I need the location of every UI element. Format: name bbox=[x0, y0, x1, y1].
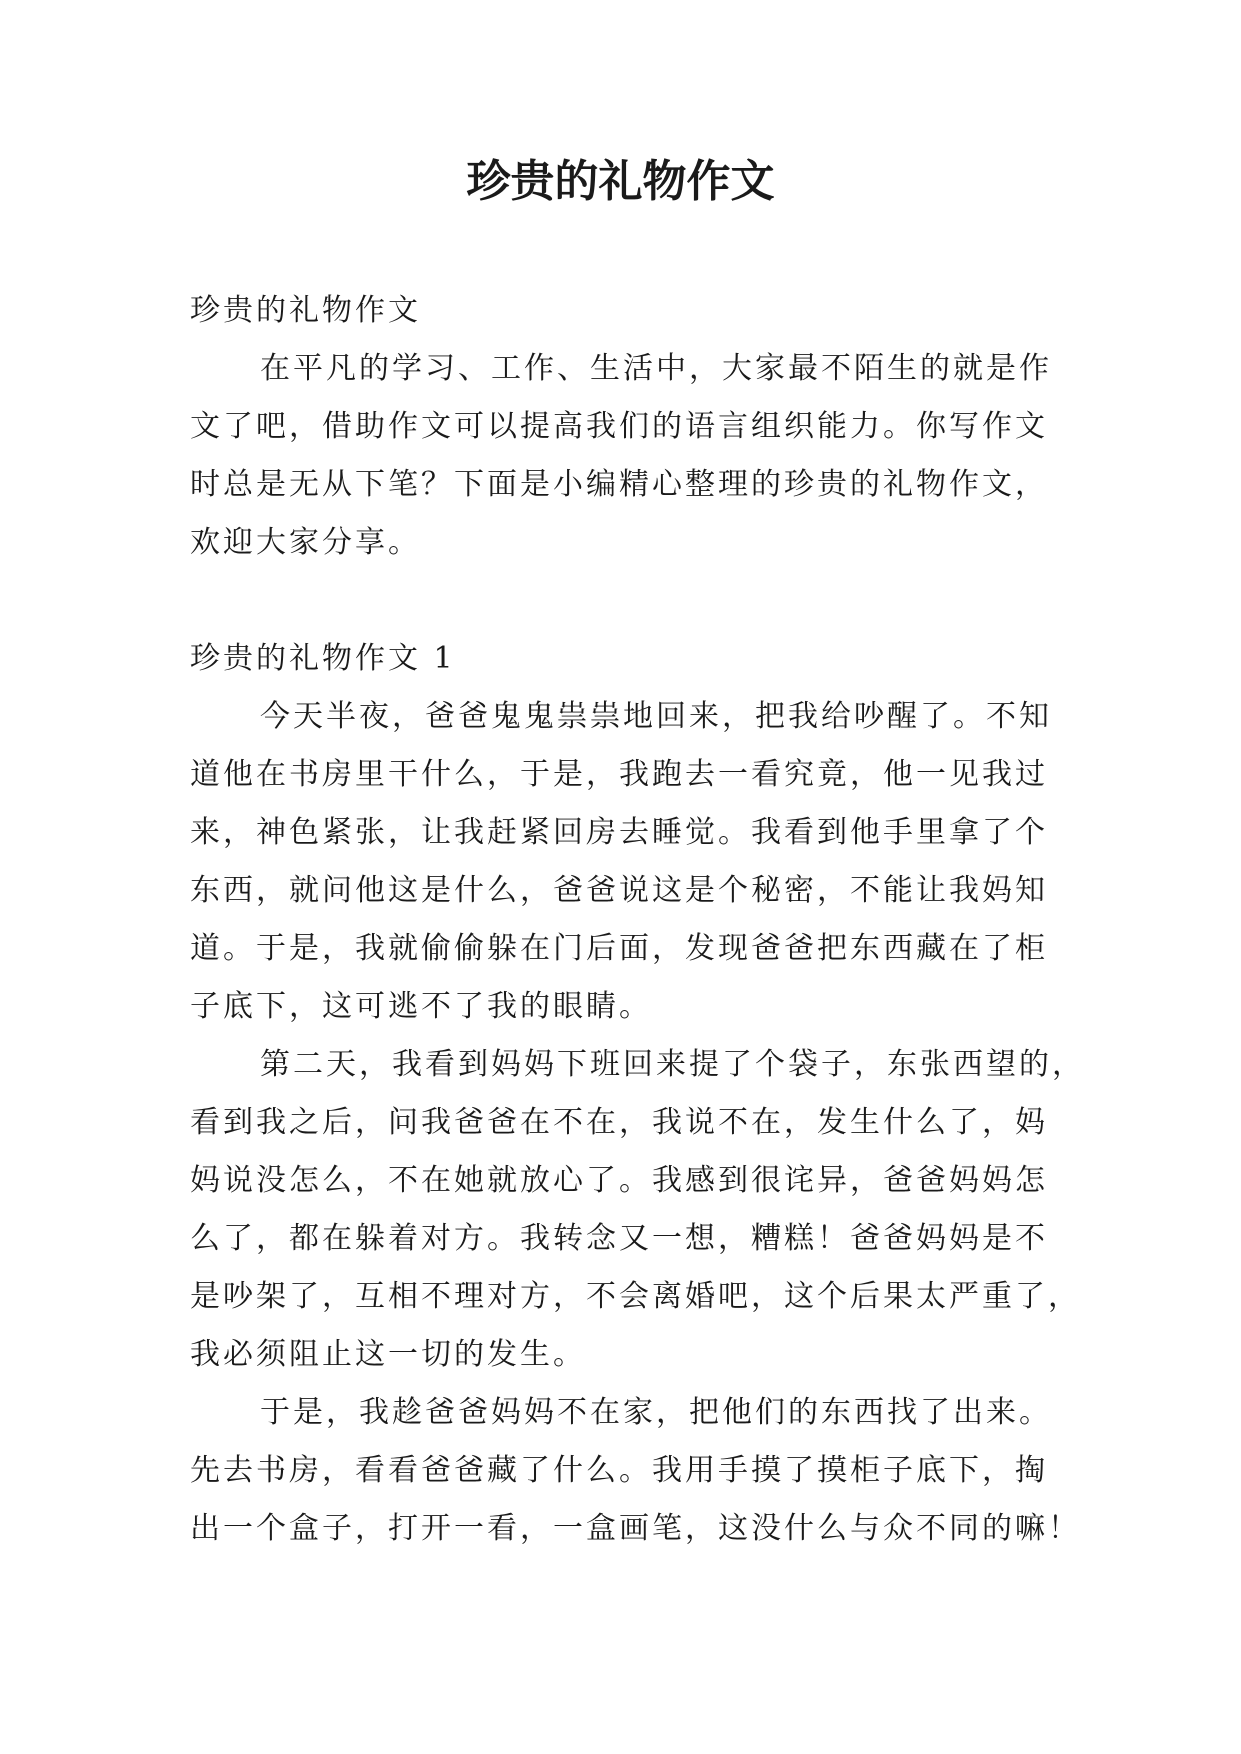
paragraph-line: 先去书房，看看爸爸藏了什么。我用手摸了摸柜子底下，掏 bbox=[190, 1453, 1048, 1488]
paragraph-2 bbox=[190, 1036, 1085, 1384]
paragraph-line: 第二天，我看到妈妈下班回来提了个袋子，东张西望的， bbox=[260, 1047, 1085, 1082]
section-heading: 珍贵的礼物作文 1 bbox=[190, 641, 456, 676]
paragraph-line: 文了吧，借助作文可以提高我们的语言组织能力。你写作文 bbox=[190, 409, 1048, 444]
paragraph-line: 时总是无从下笔？下面是小编精心整理的珍贵的礼物作文， bbox=[190, 467, 1048, 502]
paragraph-line: 么了，都在躲着对方。我转念又一想，糟糕！爸爸妈妈是不 bbox=[190, 1221, 1048, 1256]
paragraph-1 bbox=[190, 688, 1050, 1036]
paragraph-line: 我必须阻止这一切的发生。 bbox=[190, 1337, 586, 1372]
paragraph-line: 来，神色紧张，让我赶紧回房去睡觉。我看到他手里拿了个 bbox=[190, 815, 1048, 850]
paragraph-gap bbox=[190, 572, 1050, 630]
document-title: 珍贵的礼物作文 bbox=[466, 156, 775, 207]
paragraph-line: 出一个盒子，打开一看，一盒画笔，这没什么与众不同的嘛！ bbox=[190, 1511, 1081, 1546]
paragraph-line: 妈说没怎么，不在她就放心了。我感到很诧异，爸爸妈妈怎 bbox=[190, 1163, 1048, 1198]
paragraph-line: 道他在书房里干什么，于是，我跑去一看究竟，他一见我过 bbox=[190, 757, 1048, 792]
document-body bbox=[190, 282, 1085, 1558]
subtitle: 珍贵的礼物作文 bbox=[190, 293, 421, 328]
paragraph-line: 在平凡的学习、工作、生活中，大家最不陌生的就是作 bbox=[260, 351, 1052, 386]
paragraph-line: 道。于是，我就偷偷躲在门后面，发现爸爸把东西藏在了柜 bbox=[190, 931, 1048, 966]
paragraph-line: 是吵架了，互相不理对方，不会离婚吧，这个后果太严重了， bbox=[190, 1279, 1081, 1314]
paragraph-line: 子底下，这可逃不了我的眼睛。 bbox=[190, 989, 652, 1024]
paragraph-line: 今天半夜，爸爸鬼鬼祟祟地回来，把我给吵醒了。不知 bbox=[260, 699, 1052, 734]
paragraph-line: 东西，就问他这是什么，爸爸说这是个秘密，不能让我妈知 bbox=[190, 873, 1048, 908]
paragraph-line: 看到我之后，问我爸爸在不在，我说不在，发生什么了，妈 bbox=[190, 1105, 1048, 1140]
paragraph-3 bbox=[190, 1384, 1081, 1558]
intro-paragraph bbox=[190, 340, 1050, 572]
paragraph-line: 欢迎大家分享。 bbox=[190, 525, 421, 560]
paragraph-line: 于是，我趁爸爸妈妈不在家，把他们的东西找了出来。 bbox=[260, 1395, 1052, 1430]
